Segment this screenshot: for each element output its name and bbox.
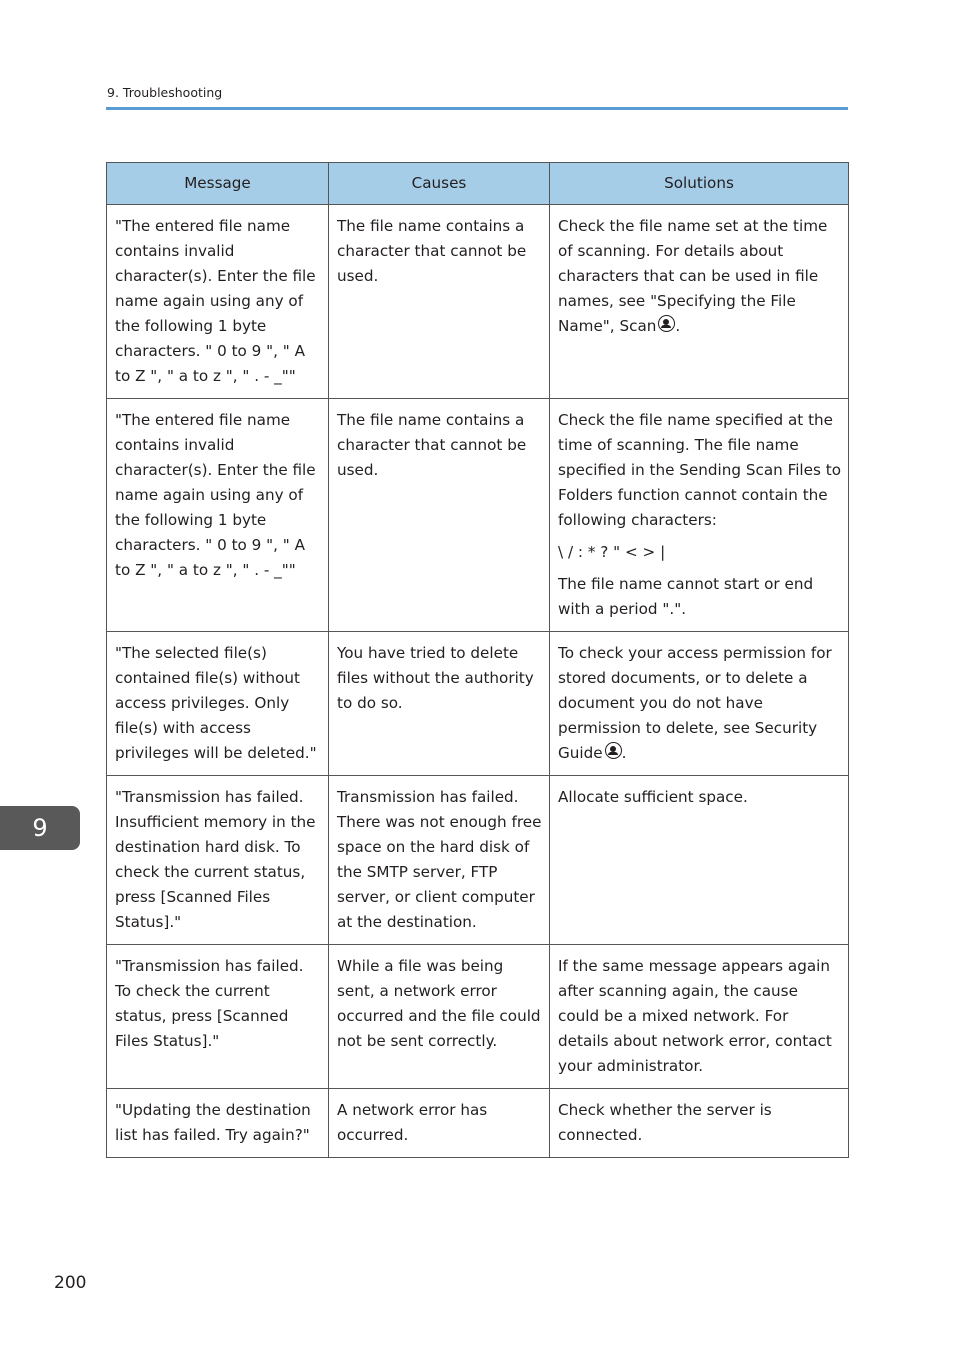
solution-cell bbox=[550, 399, 849, 632]
table-row bbox=[107, 399, 849, 632]
solution-cell bbox=[550, 205, 849, 399]
invalid-characters: \ / : * ? " < > | bbox=[558, 543, 666, 561]
page-number: 200 bbox=[54, 1273, 87, 1293]
column-header-causes: Causes bbox=[329, 163, 550, 205]
cause-cell: While a file was being sent, a network error occurred and the file could not be sent correctly. bbox=[329, 945, 550, 1089]
message-cell: "Updating the destination list has failed. Try again?" bbox=[107, 1089, 329, 1158]
message-cell: "Transmission has failed. Insufficient memory in the destination hard disk. To check the current status, press [Scanned Files Status]." bbox=[107, 776, 329, 945]
message-cell: "The entered file name contains invalid character(s). Enter the file name again using any of the following 1 byte characters. " 0 to 9 ", " A to Z ", " a to z ", " . - _"" bbox=[107, 205, 329, 399]
column-header-message: Message bbox=[107, 163, 329, 205]
chapter-tab: 9 bbox=[0, 806, 80, 850]
table-row bbox=[107, 1089, 849, 1158]
reference-disc-icon bbox=[605, 742, 622, 759]
reference-suffix: . bbox=[621, 744, 627, 762]
solution-text: Check the file name set at the time of scanning. For details about characters that can be used in file names, see "Specifying the File Name", Scan bbox=[558, 217, 828, 335]
cause-cell: The file name contains a character that cannot be used. bbox=[329, 399, 550, 632]
table-header-row bbox=[107, 163, 849, 205]
table-row bbox=[107, 632, 849, 776]
message-cell: "Transmission has failed. To check the current status, press [Scanned Files Status]." bbox=[107, 945, 329, 1089]
solution-cell: Allocate sufficient space. bbox=[550, 776, 849, 945]
running-header: 9. Troubleshooting bbox=[107, 85, 223, 100]
reference-disc-icon bbox=[658, 315, 675, 332]
cause-cell: The file name contains a character that cannot be used. bbox=[329, 205, 550, 399]
table-row bbox=[107, 205, 849, 399]
header-divider bbox=[106, 107, 848, 110]
solution-cell: If the same message appears again after scanning again, the cause could be a mixed network. For details about network error, contact your administrator. bbox=[550, 945, 849, 1089]
solution-note: The file name cannot start or end with a period ".". bbox=[558, 575, 814, 618]
cause-cell: Transmission has failed. There was not enough free space on the hard disk of the SMTP server, FTP server, or client computer at the destination. bbox=[329, 776, 550, 945]
solution-cell bbox=[550, 632, 849, 776]
message-cell: "The selected file(s) contained file(s) without access privileges. Only file(s) with access privileges will be deleted." bbox=[107, 632, 329, 776]
solution-text: To check your access permission for stored documents, or to delete a document you do not have permission to delete, see Security Guide bbox=[558, 644, 832, 762]
solution-cell: Check whether the server is connected. bbox=[550, 1089, 849, 1158]
reference-suffix: . bbox=[675, 317, 681, 335]
column-header-solutions: Solutions bbox=[550, 163, 849, 205]
cause-cell: A network error has occurred. bbox=[329, 1089, 550, 1158]
message-cell: "The entered file name contains invalid character(s). Enter the file name again using any of the following 1 byte characters. " 0 to 9 ", " A to Z ", " a to z ", " . - _"" bbox=[107, 399, 329, 632]
cause-cell: You have tried to delete files without the authority to do so. bbox=[329, 632, 550, 776]
table-row bbox=[107, 945, 849, 1089]
troubleshooting-table bbox=[106, 162, 849, 1158]
table-row bbox=[107, 776, 849, 945]
solution-text: Check the file name specified at the time of scanning. The file name specified in the Sending Scan Files to Folders function cannot contain the following characters: bbox=[558, 411, 841, 529]
